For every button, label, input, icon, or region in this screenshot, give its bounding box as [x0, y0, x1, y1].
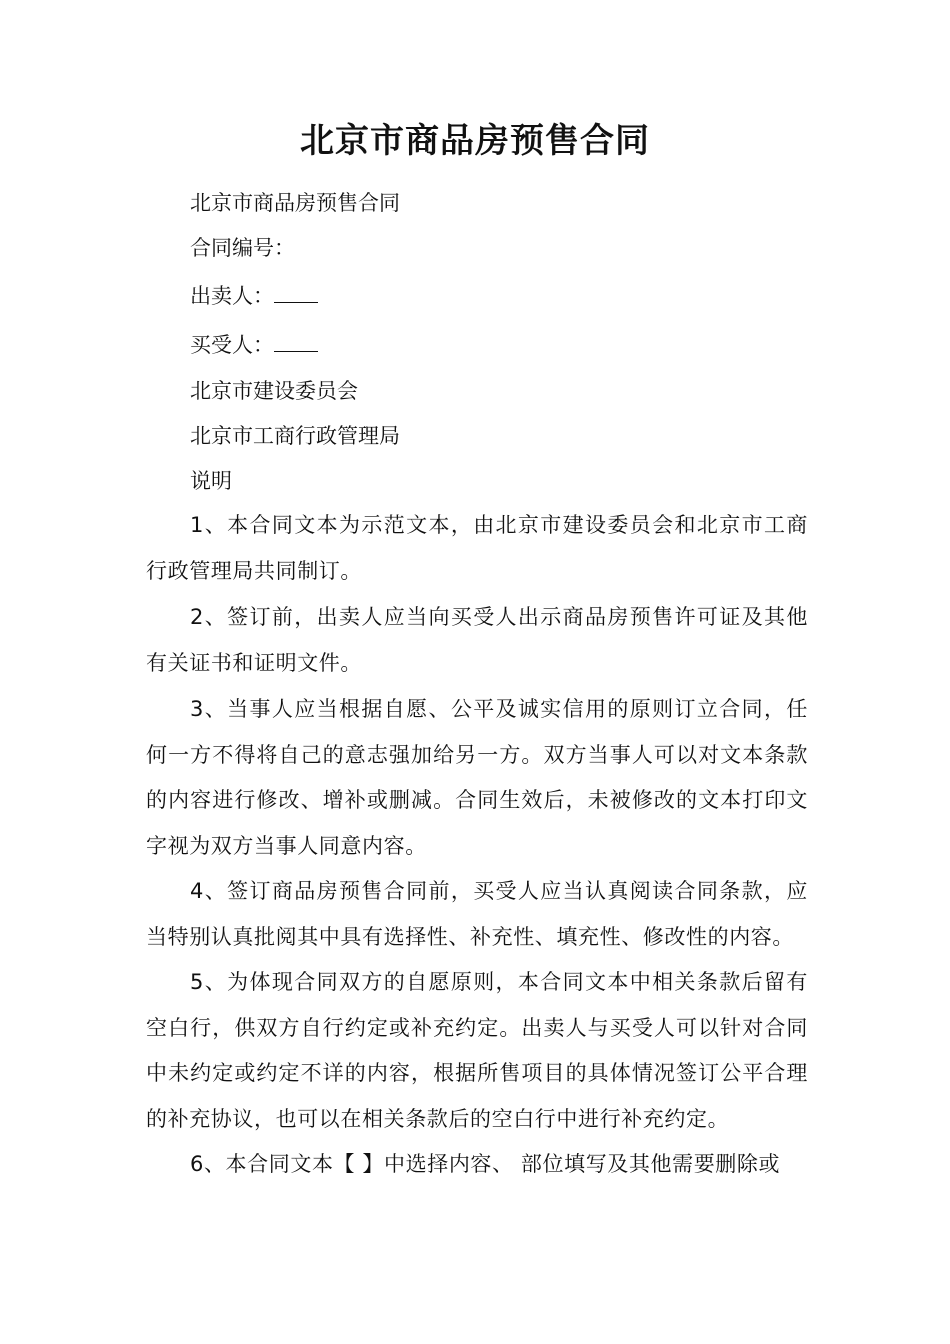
paragraph-6: 6、本合同文本【 】中选择内容、 部位填写及其他需要删除或	[190, 1152, 781, 1176]
paragraph-5: 5、为体现合同双方的自愿原则，本合同文本中相关条款后留有空白行，供双方自行约定或补充约定。出卖人与买受人可以针对合同中未约定或约定不详的内容，根据所售项目的具体情况签订公平合理的补充协议，也可以在相关条款后的空白行中进行补充约定。	[146, 970, 808, 1131]
seller-blank	[274, 280, 318, 303]
contract-number-line: 合同编号：	[190, 236, 295, 260]
org-line-2: 北京市工商行政管理局	[190, 424, 400, 448]
paragraph-2: 2、签订前，出卖人应当向买受人出示商品房预售许可证及其他有关证书和证明文件。	[146, 605, 808, 675]
document-title: 北京市商品房预售合同	[300, 121, 650, 161]
paragraph-1: 1、本合同文本为示范文本，由北京市建设委员会和北京市工商行政管理局共同制订。	[146, 513, 808, 583]
paragraph-4: 4、签订商品房预售合同前，买受人应当认真阅读合同条款，应当特别认真批阅其中具有选择性、补充性、填充性、修改性的内容。	[146, 879, 808, 949]
buyer-label: 买受人：	[190, 333, 274, 357]
explanation-heading: 说明	[190, 469, 232, 493]
paragraph-3: 3、当事人应当根据自愿、公平及诚实信用的原则订立合同，任何一方不得将自己的意志强加给另一方。双方当事人可以对文本条款的内容进行修改、增补或删减。合同生效后，未被修改的文本打印文字视为双方当事人同意内容。	[146, 697, 808, 858]
buyer-blank	[274, 329, 318, 352]
subtitle-line: 北京市商品房预售合同	[190, 191, 400, 215]
buyer-line	[190, 329, 318, 360]
seller-label: 出卖人：	[190, 284, 274, 308]
seller-line	[190, 280, 318, 311]
org-line-1: 北京市建设委员会	[190, 379, 358, 403]
